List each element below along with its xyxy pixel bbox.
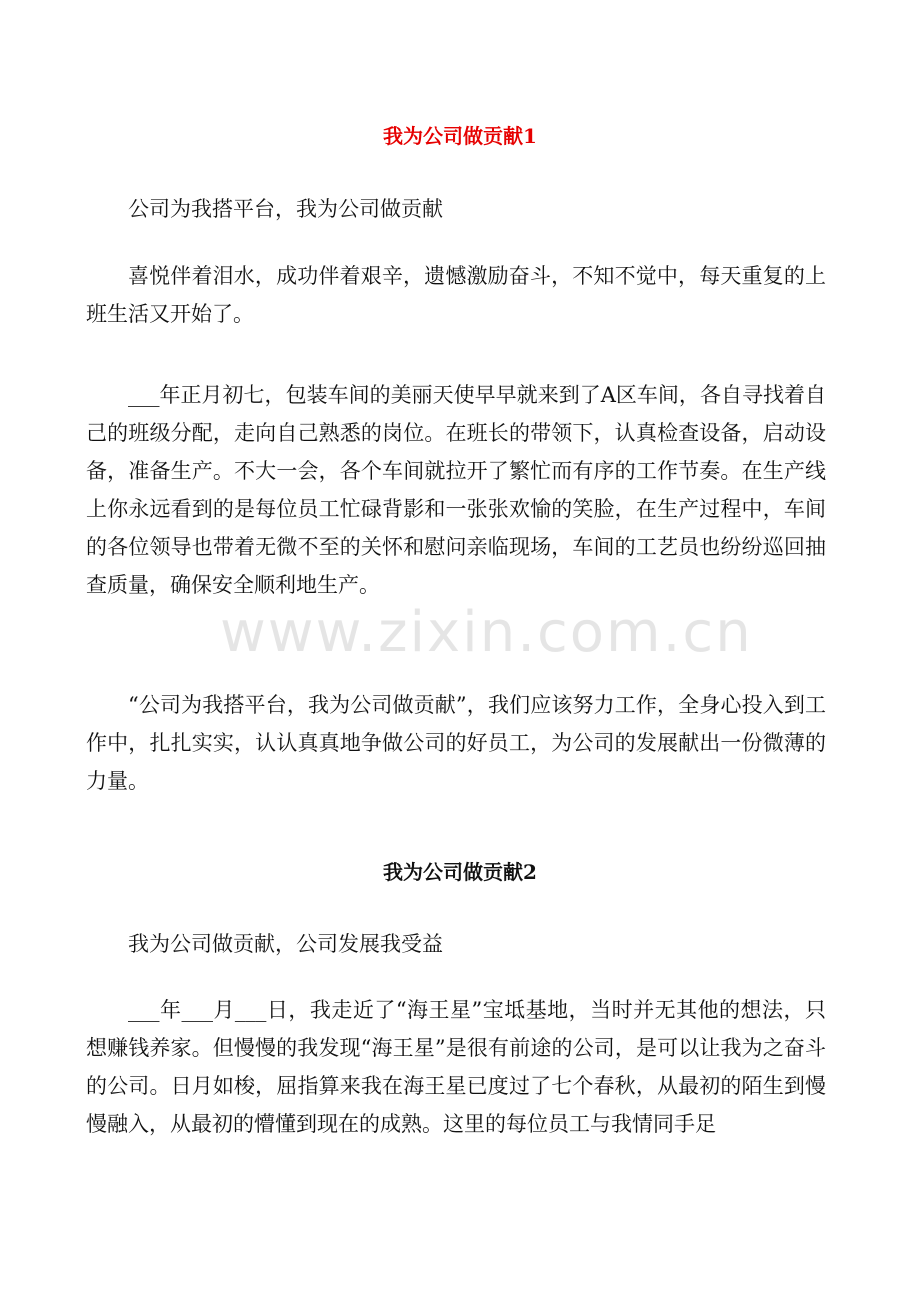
paragraph: ___年___月___日，我走近了“海王星”宝坻基地，当时并无其他的想法，只想赚钱养家。但慢慢的我发现“海王星”是很有前途的公司，是可以让我为之奋斗的公司。日月如梭，屈指算来我在海王星已度过了七个春秋，从最初的陌生到慢慢融入，从最初的懵懂到现在的成熟。这里的每位员工与我情同手足 (86, 998, 826, 1136)
section-title-1: 我为公司做贡献1 (383, 124, 537, 148)
paragraph: “公司为我搭平台，我为公司做贡献”，我们应该努力工作，全身心投入到工作中，扎扎实实，认认真真地争做公司的好员工，为公司的发展献出一份微薄的力量。 (86, 693, 826, 793)
paragraph: 喜悦伴着泪水，成功伴着艰辛，遗憾激励奋斗，不知不觉中，每天重复的上班生活又开始了。 (86, 264, 826, 326)
watermark: www.zixin.com.cn (220, 600, 753, 665)
paragraph: 公司为我搭平台，我为公司做贡献 (128, 197, 443, 221)
section-title-2: 我为公司做贡献2 (383, 860, 537, 884)
paragraph: ___年正月初七，包装车间的美丽天使早早就来到了A区车间，各自寻找着自己的班级分配，走向自己熟悉的岗位。在班长的带领下，认真检查设备，启动设备，准备生产。不大一会，各个车间就拉开了繁忙而有序的工作节奏。在生产线上你永远看到的是每位员工忙碌背影和一张张欢愉的笑脸，在生产过程中，车间的各位领导也带着无微不至的关怀和慰问亲临现场，车间的工艺员也纷纷巡回抽查质量，确保安全顺利地生产。 (86, 383, 826, 597)
paragraph: 我为公司做贡献，公司发展我受益 (128, 932, 443, 956)
